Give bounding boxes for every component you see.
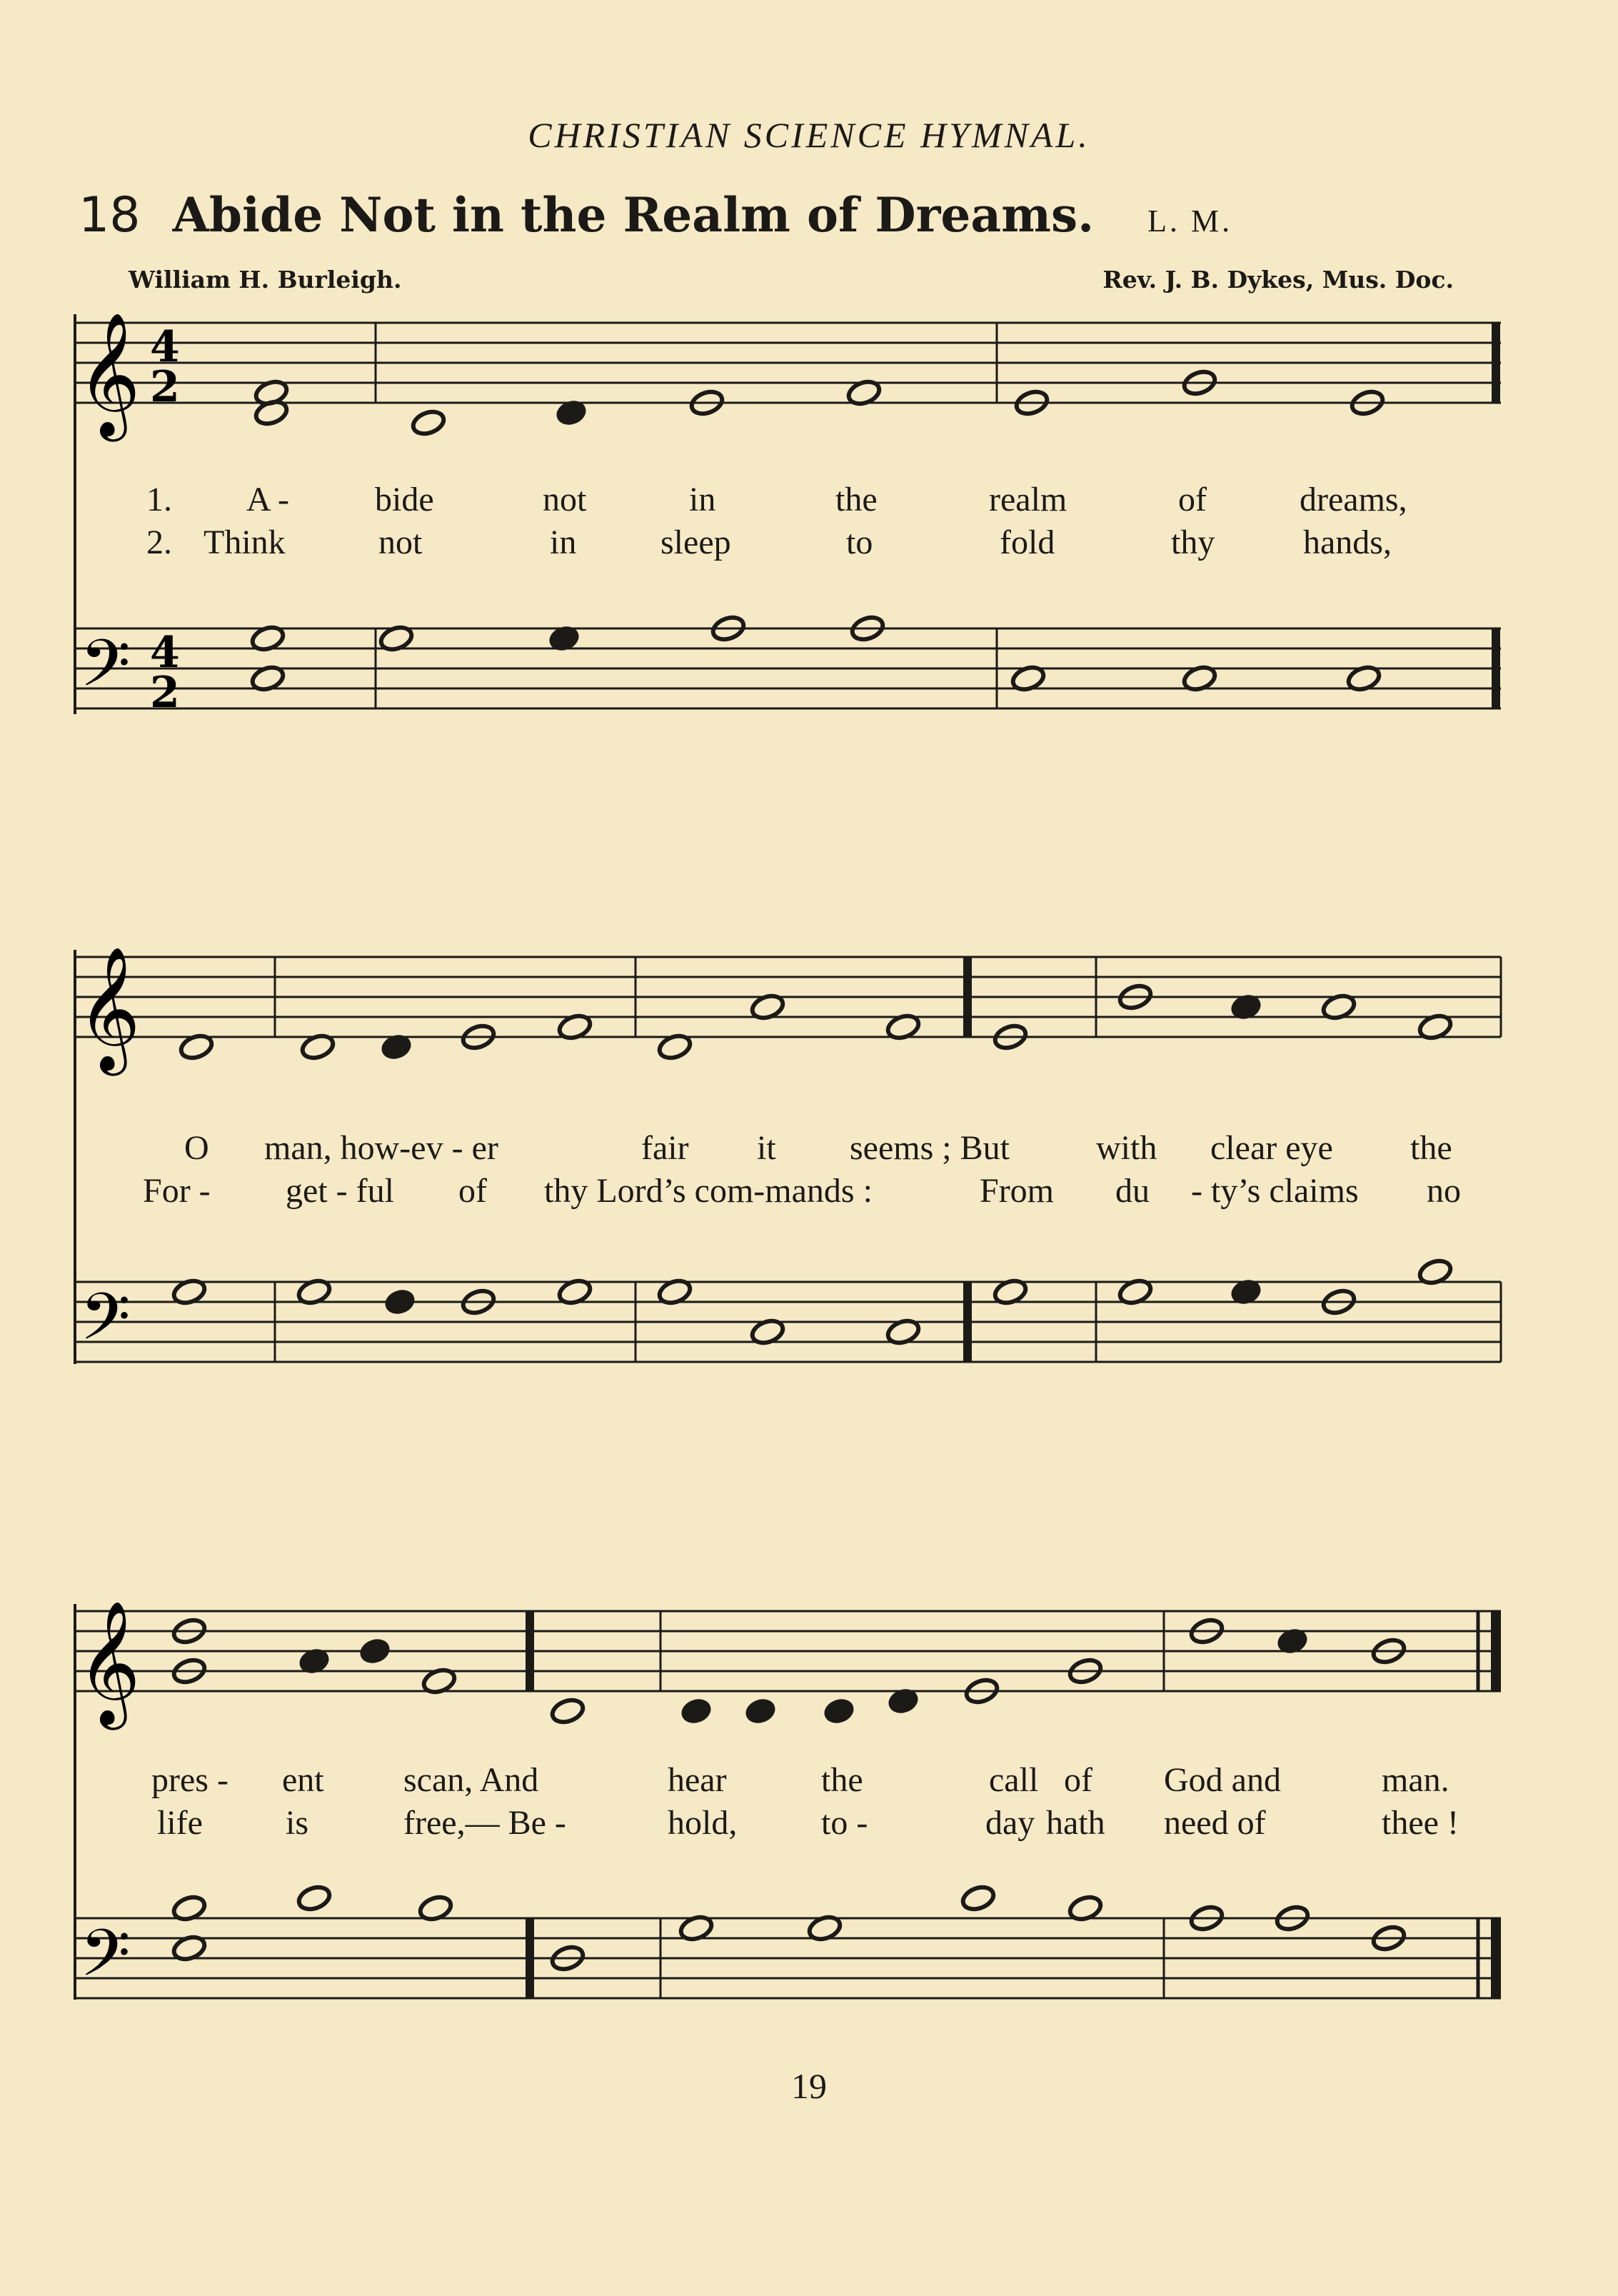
time-sig-top: 4 bbox=[150, 322, 180, 372]
lyric-syllable: in bbox=[689, 481, 716, 518]
time-sig-top-bass: 4 bbox=[150, 628, 180, 678]
lyric-syllable: sleep bbox=[660, 523, 731, 561]
treble-clef-icon: 𝄞 bbox=[77, 312, 141, 436]
lyric-syllable: day bbox=[985, 1804, 1035, 1842]
lyric-syllable: with bbox=[1096, 1129, 1157, 1167]
lyric-syllable: is bbox=[286, 1804, 309, 1842]
bass-clef-icon: 𝄢 bbox=[80, 1915, 131, 2007]
lyric-syllable: free,— Be - bbox=[403, 1804, 566, 1842]
lyric-syllable: thy Lord’s com-mands : bbox=[544, 1172, 873, 1210]
lyric-syllable: no bbox=[1427, 1172, 1461, 1210]
treble-clef-icon: 𝄞 bbox=[77, 946, 141, 1071]
author-credit: William H. Burleigh. bbox=[129, 266, 402, 294]
lyric-syllable: fair bbox=[641, 1129, 689, 1167]
lyric-syllable: not bbox=[378, 523, 423, 561]
bass-notes bbox=[250, 613, 1382, 693]
treble-staff bbox=[75, 1604, 1501, 2000]
lyric-syllable: life bbox=[157, 1804, 203, 1842]
lyric-syllable: it bbox=[757, 1129, 776, 1167]
lyric-syllable: man. bbox=[1382, 1761, 1449, 1799]
bass-clef-icon: 𝄢 bbox=[80, 626, 131, 717]
lyric-syllable: to bbox=[846, 523, 873, 561]
lyric-syllable: For - bbox=[143, 1172, 211, 1210]
lyric-syllable: get - ful bbox=[286, 1172, 394, 1210]
lyric-syllable: in bbox=[550, 523, 577, 561]
running-head: CHRISTIAN SCIENCE HYMNAL. bbox=[528, 115, 1090, 155]
page-number: 19 bbox=[791, 2066, 827, 2106]
lyric-syllable: ent bbox=[282, 1761, 324, 1799]
lyric-syllable: realm bbox=[989, 481, 1067, 518]
time-sig-bottom: 2 bbox=[150, 362, 180, 412]
lyric-syllable: From bbox=[980, 1172, 1055, 1210]
lyric-syllable: clear eye bbox=[1210, 1129, 1333, 1167]
hymn-title-line bbox=[79, 187, 1232, 244]
treble-notes bbox=[171, 1616, 1407, 1725]
lyric-syllable: - ty’s claims bbox=[1191, 1172, 1359, 1210]
lyric-syllable: hath bbox=[1046, 1804, 1105, 1842]
lyric-syllable: not bbox=[543, 481, 587, 518]
lyric-syllable: of bbox=[458, 1172, 487, 1210]
lyric-syllable: the bbox=[1410, 1129, 1452, 1167]
lyric-syllable: thee ! bbox=[1382, 1804, 1459, 1842]
bass-notes bbox=[171, 1883, 1407, 1972]
lyric-syllable: pres - bbox=[151, 1761, 228, 1799]
lyric-syllable: of bbox=[1064, 1761, 1092, 1799]
time-sig-bottom-bass: 2 bbox=[150, 668, 180, 718]
treble-notes bbox=[179, 982, 1454, 1061]
bass-staff bbox=[75, 1918, 1501, 1998]
lyric-syllable: hold, bbox=[668, 1804, 738, 1842]
hymn-meter: L. M. bbox=[1147, 204, 1233, 239]
lyric-syllable: dreams, bbox=[1300, 481, 1407, 518]
treble-notes bbox=[253, 368, 1386, 437]
composer-credit: Rev. J. B. Dykes, Mus. Doc. bbox=[1102, 266, 1454, 294]
lyric-syllable: the bbox=[821, 1761, 863, 1799]
bass-staff bbox=[75, 628, 1501, 708]
lyric-syllable: scan, And bbox=[403, 1761, 539, 1799]
bass-staff bbox=[75, 1282, 1501, 1362]
treble-clef-icon: 𝄞 bbox=[77, 1600, 141, 1725]
lyric-syllable: call bbox=[989, 1761, 1039, 1799]
lyric-syllable: to - bbox=[821, 1804, 868, 1842]
lyric-syllable: A - bbox=[246, 481, 289, 518]
lyric-syllable: seems ; But bbox=[850, 1129, 1010, 1167]
hymn-title: Abide Not in the Realm of Dreams. bbox=[172, 187, 1095, 243]
lyric-syllable: O bbox=[184, 1129, 209, 1167]
lyric-syllable: thy bbox=[1171, 523, 1215, 561]
lyric-syllable: fold bbox=[1000, 523, 1055, 561]
lyric-syllable: need of bbox=[1164, 1804, 1266, 1842]
lyric-syllable: bide bbox=[375, 481, 434, 518]
lyric-syllable: du bbox=[1115, 1172, 1150, 1210]
lyric-syllable: 2. bbox=[146, 523, 172, 561]
lyric-syllable: God and bbox=[1164, 1761, 1281, 1799]
lyric-syllable: man, how-ev - er bbox=[264, 1129, 498, 1167]
lyric-syllable: of bbox=[1178, 481, 1207, 518]
lyric-syllable: hear bbox=[668, 1761, 727, 1799]
lyric-syllable: 1. bbox=[146, 481, 172, 518]
lyric-syllable: Think bbox=[203, 523, 286, 561]
bass-notes bbox=[171, 1257, 1454, 1346]
hymn-number: 18 bbox=[79, 187, 141, 244]
lyric-syllable: the bbox=[835, 481, 878, 518]
lyric-syllable: hands, bbox=[1303, 523, 1392, 561]
bass-clef-icon: 𝄢 bbox=[80, 1279, 131, 1370]
